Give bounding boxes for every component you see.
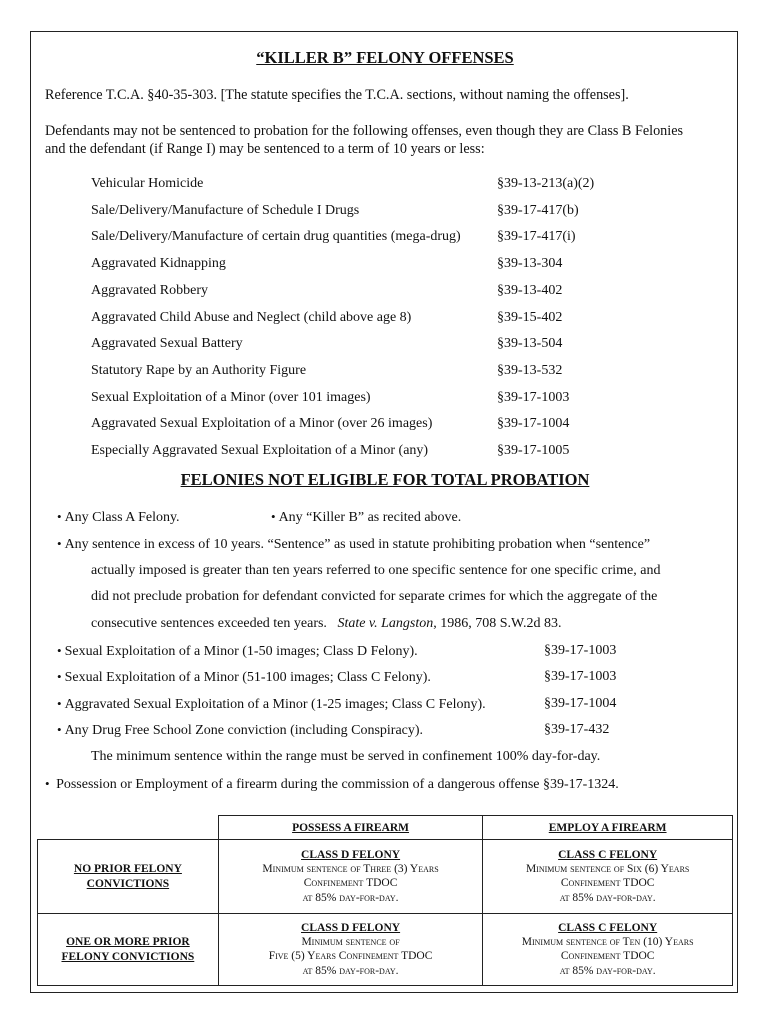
offense-name: Aggravated Sexual Exploitation of a Minor (over 26 images) xyxy=(91,416,433,431)
column-header-text: EMPLOY A FIREARM xyxy=(548,821,667,834)
bullet-text: Any Drug Free School Zone conviction (including Conspiracy). xyxy=(64,723,424,738)
offense-name: Statutory Rape by an Authority Figure xyxy=(91,363,307,378)
bullet-row xyxy=(57,669,431,686)
offense-name: Sale/Delivery/Manufacture of certain drug quantities (mega-drug) xyxy=(91,229,461,244)
firearm-table xyxy=(37,815,733,986)
bullet-row xyxy=(57,722,423,739)
table-cell xyxy=(483,840,733,914)
offense-name: Aggravated Robbery xyxy=(91,283,209,298)
offense-code: §39-13-304 xyxy=(497,256,563,271)
table-cell xyxy=(218,840,483,914)
row-header xyxy=(38,840,219,914)
table-corner xyxy=(38,816,219,840)
cell-text: at 85% day-for-day. xyxy=(302,891,399,904)
case-citation: State v. Langston xyxy=(337,616,434,631)
sentence-continuation: did not preclude probation for defendant convicted for separate crimes for which the aggregate of the xyxy=(91,589,658,604)
cell-text: Confinement TDOC xyxy=(303,877,398,890)
bullet-icon: • xyxy=(57,643,62,658)
offense-name: Aggravated Kidnapping xyxy=(91,256,226,271)
bullet-icon: • xyxy=(45,776,50,791)
bullet-row xyxy=(57,643,418,660)
felony-class: CLASS D FELONY xyxy=(301,848,401,861)
bullet-row xyxy=(57,696,486,713)
reference-line: Reference T.C.A. §40-35-303. [The statute specifies the T.C.A. sections, without naming the offenses]. xyxy=(45,87,629,103)
offense-code: §39-17-1005 xyxy=(497,443,570,458)
column-header-text: POSSESS A FIREARM xyxy=(292,821,410,834)
cell-text: Minimum sentence of Ten (10) Years xyxy=(521,935,694,948)
column-header xyxy=(218,816,483,840)
sentence-text: , 1986, 708 S.W.2d 83. xyxy=(433,616,562,631)
offense-name: Sale/Delivery/Manufacture of Schedule I Drugs xyxy=(91,203,360,218)
bullet-icon: • xyxy=(57,722,62,737)
bullet-class-a xyxy=(57,509,180,526)
minimum-sentence-note: The minimum sentence within the range must be served in confinement 100% day-for-day. xyxy=(91,749,601,764)
offense-code: §39-17-1004 xyxy=(497,416,570,431)
cell-text: Confinement TDOC xyxy=(560,950,655,963)
cell-text: Confinement TDOC xyxy=(560,877,655,890)
felony-class: CLASS C FELONY xyxy=(558,848,658,861)
row-code: §39-17-432 xyxy=(544,722,610,737)
cell-text: at 85% day-for-day. xyxy=(559,964,656,977)
cell-text: Minimum sentence of Three (3) Years xyxy=(262,862,439,875)
offense-code: §39-17-417(b) xyxy=(497,203,579,218)
document-title: “KILLER B” FELONY OFFENSES xyxy=(256,48,514,67)
row-code: §39-17-1003 xyxy=(544,643,617,658)
offense-code: §39-13-504 xyxy=(497,336,563,351)
bullet-text: Aggravated Sexual Exploitation of a Minor (1-25 images; Class C Felony). xyxy=(64,697,486,712)
bullet-text: Any sentence in excess of 10 years. “Sentence” as used in statute prohibiting probation when “sentence” xyxy=(64,537,651,552)
cell-text: Minimum sentence of Six (6) Years xyxy=(525,862,690,875)
sentence-text: consecutive sentences exceeded ten years. xyxy=(91,616,338,631)
bullet-killer-b xyxy=(271,509,461,526)
sentence-continuation xyxy=(91,616,561,632)
bullet-text: Possession or Employment of a firearm during the commission of a dangerous offense §39-17-1324. xyxy=(56,777,619,792)
bullet-icon: • xyxy=(271,509,276,524)
row-header-text: CONVICTIONS xyxy=(86,877,170,890)
intro-line-1: Defendants may not be sentenced to probation for the following offenses, even though they are Class B Felonies xyxy=(45,123,684,139)
row-code: §39-17-1003 xyxy=(544,669,617,684)
row-code: §39-17-1004 xyxy=(544,696,617,711)
bullet-text: Sexual Exploitation of a Minor (1-50 images; Class D Felony). xyxy=(64,644,418,659)
row-header-text: ONE OR MORE PRIOR xyxy=(66,935,190,948)
offense-code: §39-15-402 xyxy=(497,310,563,325)
cell-text: Five (5) Years Confinement TDOC xyxy=(268,950,433,963)
felony-class: CLASS C FELONY xyxy=(558,921,658,934)
bullet-icon: • xyxy=(57,509,62,524)
bullet-sentence-excess xyxy=(57,536,650,553)
table-cell xyxy=(483,914,733,986)
intro-line-2: and the defendant (if Range I) may be sentenced to a term of 10 years or less: xyxy=(45,141,485,157)
offense-code: §39-17-1003 xyxy=(497,390,570,405)
felony-class: CLASS D FELONY xyxy=(301,921,401,934)
table-cell xyxy=(218,914,483,986)
offense-code: §39-17-417(i) xyxy=(497,229,576,244)
row-header-text: NO PRIOR FELONY xyxy=(73,862,182,875)
bullet-icon: • xyxy=(57,669,62,684)
cell-text: Minimum sentence of xyxy=(301,935,400,948)
offense-code: §39-13-532 xyxy=(497,363,563,378)
row-header-text: FELONY CONVICTIONS xyxy=(61,950,195,963)
offense-name: Vehicular Homicide xyxy=(91,176,204,191)
offense-name: Aggravated Child Abuse and Neglect (child above age 8) xyxy=(91,310,412,325)
row-header xyxy=(38,914,219,986)
offense-name: Especially Aggravated Sexual Exploitation of a Minor (any) xyxy=(91,443,429,458)
bullet-text: Any “Killer B” as recited above. xyxy=(278,510,462,525)
offense-name: Aggravated Sexual Battery xyxy=(91,336,243,351)
bullet-text: Any Class A Felony. xyxy=(64,510,180,525)
bullet-icon: • xyxy=(57,536,62,551)
offense-code: §39-13-402 xyxy=(497,283,563,298)
cell-text: at 85% day-for-day. xyxy=(302,964,399,977)
offense-code: §39-13-213(a)(2) xyxy=(497,176,595,191)
bullet-text: Sexual Exploitation of a Minor (51-100 images; Class C Felony). xyxy=(64,670,431,685)
section-title-not-eligible: FELONIES NOT ELIGIBLE FOR TOTAL PROBATION xyxy=(180,470,590,489)
bullet-icon: • xyxy=(57,696,62,711)
column-header xyxy=(483,816,733,840)
cell-text: at 85% day-for-day. xyxy=(559,891,656,904)
bullet-firearm xyxy=(45,776,619,793)
offense-name: Sexual Exploitation of a Minor (over 101 images) xyxy=(91,390,371,405)
sentence-continuation: actually imposed is greater than ten years referred to one specific sentence for one specific crime, and xyxy=(91,563,661,578)
